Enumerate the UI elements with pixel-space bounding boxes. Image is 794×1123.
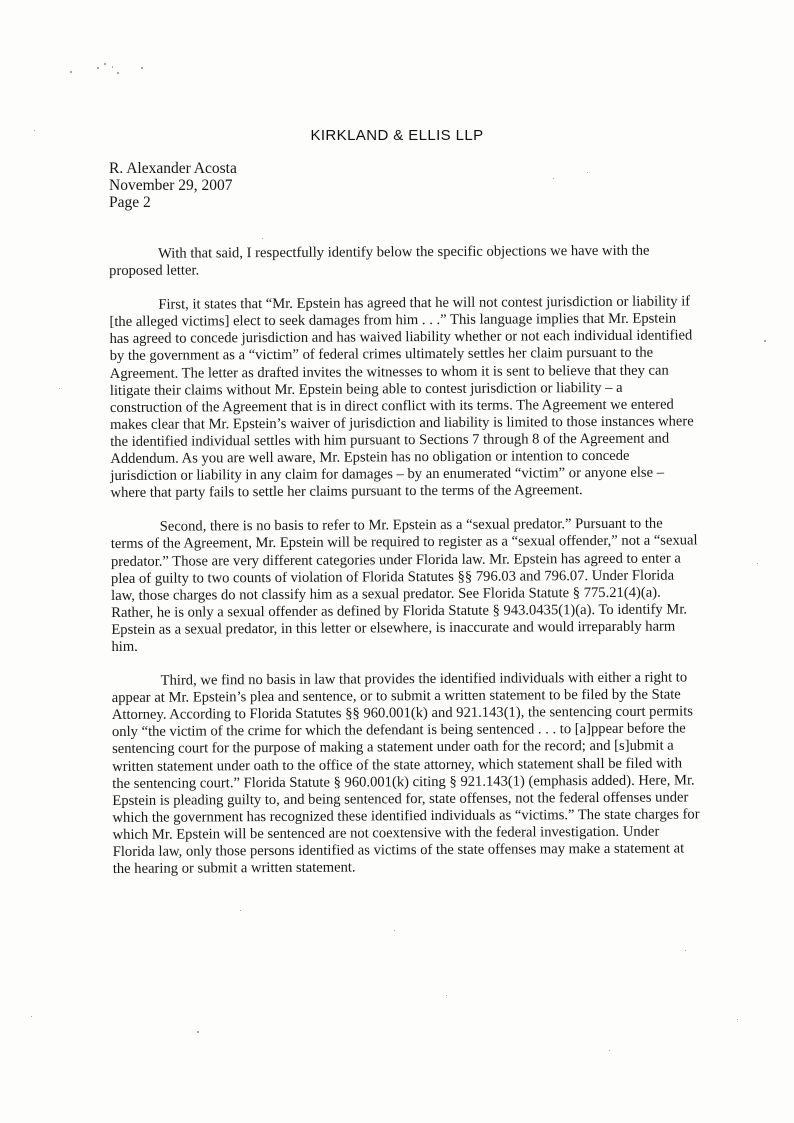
scan-speck bbox=[97, 67, 99, 69]
letter-body bbox=[109, 242, 701, 895]
scan-speck bbox=[446, 995, 447, 996]
scan-speck bbox=[685, 950, 686, 951]
scan-speck bbox=[112, 66, 113, 68]
scan-speck bbox=[104, 63, 106, 65]
letterhead-firm-name: KIRKLAND & ELLIS LLP bbox=[310, 127, 484, 144]
paragraph-third-objection: Third, we find no basis in law that provides the identified individuals with either a right to appear at Mr. Epstein’s plea and sentence, or to submit a written statement to be filed by the State Attorney. According to Florida Statutes §§ 960.001(k) and 921.143(1), the sentencing court permits only “the victim of the crime for which the defendant is being sentenced . . . to [a]ppear before the sentencing court for the purpose of making a statement under oath for the record; and [s]ubmit a written statement under oath to the office of the state attorney, which statement shall be filed with the sentencing court.” Florida Statute § 960.001(k) citing § 921.143(1) (emphasis added). Here, Mr. Epstein is pleading guilty to, and being sentenced for, state offenses, not the federal offenses under which the government has recognized these identified individuals as “victims.” The state charges for which Mr. Epstein will be sentenced are not coextensive with the federal investigation. Under Florida law, only those persons identified as victims of the state offenses may make a statement at the hearing or submit a written statement. bbox=[111, 669, 700, 878]
paragraph-first-objection: First, it states that “Mr. Epstein has agreed that he will not contest jurisdiction or liability if [the alleged victims] elect to seek damages from him . . .” This language implies that Mr. Epstein has agreed to concede jurisdiction and has waived liability whether or not each individual identified by the government as a “victim” of federal crimes ultimately settles her claim pursuant to the Agreement. The letter as drafted invites the witnesses to whom it is sent to believe that they can litigate their claims without Mr. Epstein being able to contest jurisdiction or liability – a construction of the Agreement that is in direct conflict with its terms. The Agreement we entered makes clear that Mr. Epstein’s waiver of jurisdiction and liability is limited to those instances where the identified individual settles with him pursuant to Sections 7 through 8 of the Agreement and Addendum. As you are well aware, Mr. Epstein has no obligation or intention to concede jurisdiction or liability in any claim for damages – by an enumerated “victim” or anyone else – where that party fails to settle her claims pursuant to the terms of the Agreement. bbox=[109, 293, 694, 502]
scan-speck bbox=[609, 1050, 610, 1051]
scan-speck bbox=[197, 1031, 199, 1033]
paragraph-second-objection: Second, there is no basis to refer to Mr. Epstein as a “sexual predator.” Pursuant to the terms of the Agreement, Mr. Epstein will be required to register as a “sexual offender,” not a “sexual predator.” Those are very different categories under Florida law. Mr. Epstein has agreed to enter a plea of guilty to two counts of violation of Florida Statutes §§ 796.03 and 796.07. Under Florida law, those charges do not classify him as a sexual predator. See Florida Statute § 775.21(4)(a). Rather, he is only a sexual offender as defined by Florida Statute § 943.0435(1)(a). To identify Mr. Epstein as a sexual predator, in this letter or elsewhere, is inaccurate and would irreparably harm him. bbox=[110, 515, 698, 655]
paragraph-intro: With that said, I respectfully identify below the specific objections we have with the proposed letter. bbox=[109, 242, 650, 280]
scan-speck bbox=[553, 178, 554, 179]
scan-speck bbox=[394, 930, 395, 931]
scan-speck bbox=[737, 1019, 738, 1020]
scan-speck bbox=[141, 67, 143, 69]
scan-speck bbox=[240, 910, 241, 911]
scan-speck bbox=[587, 172, 588, 173]
scan-speck bbox=[70, 71, 72, 73]
letter-date: November 29, 2007 bbox=[109, 177, 233, 194]
recipient-name: R. Alexander Acosta bbox=[109, 160, 237, 177]
scan-speck bbox=[31, 1016, 32, 1017]
scan-speck bbox=[764, 340, 766, 342]
recipient-block bbox=[109, 160, 237, 211]
scan-speck bbox=[262, 238, 263, 239]
scan-speck bbox=[117, 72, 119, 74]
scan-speck bbox=[757, 563, 758, 564]
scan-speck bbox=[59, 388, 60, 389]
page-number: Page 2 bbox=[109, 194, 151, 211]
